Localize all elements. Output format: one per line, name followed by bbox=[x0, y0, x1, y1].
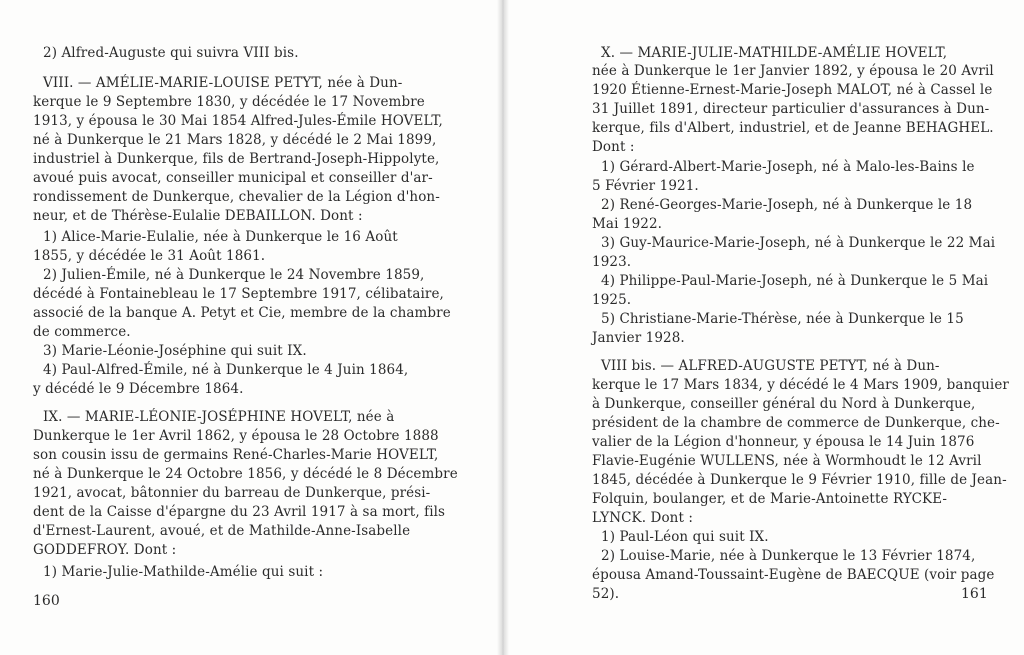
text-line: Dont : bbox=[592, 139, 635, 155]
text-line: épousa Amand-Toussaint-Eugène de BAECQUE (voir page bbox=[592, 567, 995, 583]
text-line: Janvier 1928. bbox=[592, 330, 685, 346]
text-line: VIII. — AMÉLIE-MARIE-LOUISE PETYT, née à Dun- bbox=[43, 75, 403, 91]
text-line: valier de la Légion d'honneur, y épousa le 14 Juin 1876 bbox=[592, 434, 975, 450]
text-line: née à Dunkerque le 1er Janvier 1892, y épousa le 20 Avril bbox=[592, 63, 994, 79]
text-line: 1) Paul-Léon qui suit IX. bbox=[601, 529, 769, 545]
text-line: kerque, fils d'Albert, industriel, et de Jeanne BEHAGHEL. bbox=[592, 120, 994, 136]
text-line: 5 Février 1921. bbox=[592, 178, 699, 194]
text-line: d'Ernest-Laurent, avoué, et de Mathilde-Anne-Isabelle bbox=[33, 523, 411, 539]
text-line: Mai 1922. bbox=[592, 216, 663, 232]
text-line: son cousin issu de germains René-Charles-Marie HOVELT, bbox=[33, 447, 439, 463]
text-line: kerque le 9 Septembre 1830, y décédée le 17 Novembre bbox=[33, 94, 425, 110]
text-line: VIII bis. — ALFRED-AUGUSTE PETYT, né à Dun- bbox=[601, 358, 940, 374]
text-line: rondissement de Dunkerque, chevalier de la Légion d'hon- bbox=[33, 189, 440, 205]
text-line: 2) René-Georges-Marie-Joseph, né à Dunkerque le 18 bbox=[601, 197, 973, 213]
text-line: GODDEFROY. Dont : bbox=[33, 542, 177, 558]
text-line: 4) Paul-Alfred-Émile, né à Dunkerque le 4 Juin 1864, bbox=[43, 362, 409, 378]
text-line: 1920 Étienne-Ernest-Marie-Joseph MALOT, né à Cassel le bbox=[592, 82, 993, 98]
text-line: IX. — MARIE-LÉONIE-JOSÉPHINE HOVELT, née à bbox=[43, 409, 395, 425]
text-line: 1) Alice-Marie-Eulalie, née à Dunkerque le 16 Août bbox=[43, 229, 398, 245]
text-line: 2) Julien-Émile, né à Dunkerque le 24 Novembre 1859, bbox=[43, 267, 425, 283]
text-line: 1921, avocat, bâtonnier du barreau de Dunkerque, prési- bbox=[33, 485, 431, 501]
text-line: Folquin, boulanger, et de Marie-Antoinette RYCKE- bbox=[592, 491, 948, 507]
text-line: 1913, y épousa le 30 Mai 1854 Alfred-Jules-Émile HOVELT, bbox=[33, 113, 443, 129]
text-line: industriel à Dunkerque, fils de Bertrand-Joseph-Hippolyte, bbox=[33, 151, 440, 167]
text-line: 1855, y décédée le 31 Août 1861. bbox=[33, 248, 266, 264]
text-line: 3) Guy-Maurice-Marie-Joseph, né à Dunkerque le 22 Mai bbox=[601, 235, 996, 251]
page-number: 161 bbox=[961, 586, 988, 602]
text-line: à Dunkerque, conseiller général du Nord à Dunkerque, bbox=[592, 396, 976, 412]
text-line: 52). bbox=[592, 586, 620, 602]
text-line: Flavie-Eugénie WULLENS, née à Wormhoudt le 12 Avril bbox=[592, 453, 982, 469]
text-line: 5) Christiane-Marie-Thérèse, née à Dunkerque le 15 bbox=[601, 311, 964, 327]
left-page bbox=[0, 0, 497, 655]
text-line: 1) Gérard-Albert-Marie-Joseph, né à Malo-les-Bains le bbox=[601, 159, 975, 175]
text-line: kerque le 17 Mars 1834, y décédé le 4 Mars 1909, banquier bbox=[592, 377, 1009, 393]
text-line: né à Dunkerque le 21 Mars 1828, y décédé le 2 Mai 1899, bbox=[33, 132, 437, 148]
text-line: 2) Louise-Marie, née à Dunkerque le 13 Février 1874, bbox=[601, 548, 976, 564]
text-line: dent de la Caisse d'épargne du 23 Avril 1917 à sa mort, fils bbox=[33, 504, 446, 520]
text-line: LYNCK. Dont : bbox=[592, 510, 694, 526]
text-line: 1) Marie-Julie-Mathilde-Amélie qui suit : bbox=[43, 564, 324, 580]
book-gutter bbox=[497, 0, 509, 655]
page-number: 160 bbox=[33, 593, 60, 609]
right-page bbox=[509, 0, 1024, 655]
text-line: 31 Juillet 1891, directeur particulier d'assurances à Dun- bbox=[592, 101, 990, 117]
text-line: de commerce. bbox=[33, 324, 131, 340]
text-line: 3) Marie-Léonie-Joséphine qui suit IX. bbox=[43, 343, 307, 359]
text-line: y décédé le 9 Décembre 1864. bbox=[33, 381, 244, 397]
text-line: Dunkerque le 1er Avril 1862, y épousa le 28 Octobre 1888 bbox=[33, 428, 439, 444]
text-line: 4) Philippe-Paul-Marie-Joseph, né à Dunkerque le 5 Mai bbox=[601, 273, 989, 289]
text-line: avoué puis avocat, conseiller municipal et conseiller d'ar- bbox=[33, 170, 433, 186]
text-line: X. — MARIE-JULIE-MATHILDE-AMÉLIE HOVELT, bbox=[601, 45, 948, 61]
text-line: 2) Alfred-Auguste qui suivra VIII bis. bbox=[43, 45, 299, 61]
text-line: président de la chambre de commerce de Dunkerque, che- bbox=[592, 415, 1000, 431]
text-line: 1925. bbox=[592, 292, 632, 308]
text-line: 1923. bbox=[592, 254, 632, 270]
text-line: 1845, décédée à Dunkerque le 9 Février 1910, fille de Jean- bbox=[592, 472, 1007, 488]
text-line: décédé à Fontainebleau le 17 Septembre 1917, célibataire, bbox=[33, 286, 444, 302]
text-line: associé de la banque A. Petyt et Cie, membre de la chambre bbox=[33, 305, 451, 321]
text-line: neur, et de Thérèse-Eulalie DEBAILLON. Dont : bbox=[33, 208, 363, 224]
text-line: né à Dunkerque le 24 Octobre 1856, y décédé le 8 Décembre bbox=[33, 466, 458, 482]
